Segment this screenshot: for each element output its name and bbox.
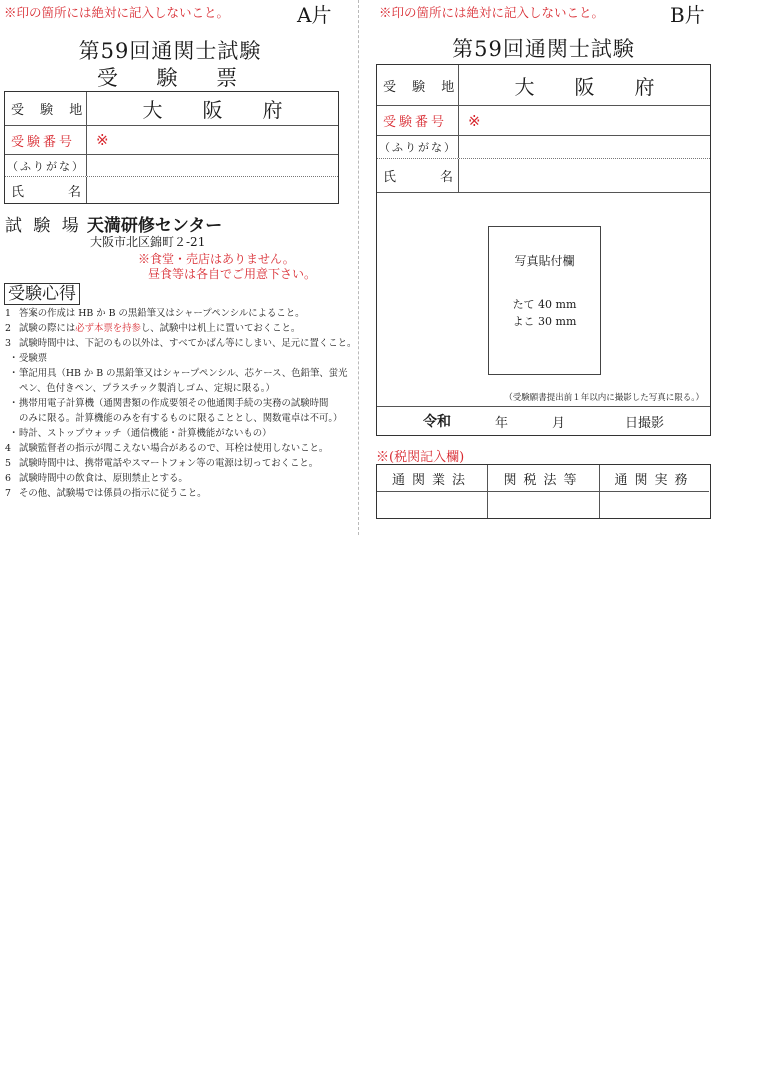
rule-subitem-cont: ペン、色付きペン、プラスチック製消しゴム、定規に限る。） [19,383,275,394]
photo-note: （受験願書提出前１年以内に撮影した写真に限る。） [504,393,704,403]
b-row-exam-number [377,106,710,136]
a-venue-label: 試 験 場 [5,216,82,236]
photo-width-spec: よこ 30 mm [512,315,577,328]
tax-col-customs-act: 関税法等 [488,465,600,492]
b-row-furigana [377,136,710,159]
a-exam-place-value: 大 阪 府 [142,98,283,122]
photo-height-spec: たて 40 mm [512,298,577,311]
a-row-exam-number [5,126,338,155]
tax-cell-2 [488,492,600,518]
tax-col-customs-broker-act: 通関業法 [377,465,488,492]
a-venue-note-2: 昼食等は各自でご用意下さい。 [148,267,317,281]
a-title: 第59回通関士試験 [78,39,262,63]
rule-item: 2 試験の際には必ず本票を持参し、試験中は机上に置いておくこと。 [5,323,301,334]
a-slip-label: A片 [297,3,332,27]
a-venue-name: 天満研修センター [86,216,223,236]
tax-cell-1 [377,492,488,518]
b-exam-number-label: 受験番号 [377,106,459,135]
b-notice: ※印の箇所には絶対に記入しないこと。 [379,5,605,20]
b-slip-label: B片 [670,3,705,27]
b-title: 第59回通関士試験 [452,37,635,61]
photo-title: 写真貼付欄 [514,254,575,268]
a-subtitle: 受 験 票 [96,66,254,90]
a-furigana-label: （ふりがな） [5,155,87,176]
photo-taken: 日撮影 [625,415,665,431]
b-furigana-label: （ふりがな） [377,136,459,158]
rule-subitem: ・筆記用具（HB か B の黒鉛筆又はシャープペンシル、芯ケース、色鉛筆、蛍光 [9,368,348,379]
b-row-photo-date [377,407,710,435]
tax-heading: ※(税関記入欄) [376,450,465,465]
a-form-table [4,91,339,204]
a-guide-heading: 受験心得 [4,283,80,305]
a-guide-heading-box [4,279,80,304]
slip-divider [358,0,359,535]
rule-emphasis: 必ず本票を持参 [75,323,141,334]
b-row-exam-place [377,65,710,106]
a-name-label: 氏 名 [5,177,87,203]
b-form-table [376,64,711,436]
rule-item: 4 試験監督者の指示が聞こえない場合があるので、耳栓は使用しないこと。 [5,443,329,454]
rule-item: 7 その他、試験場では係員の指示に従うこと。 [5,488,207,499]
b-row-name [377,159,710,193]
tax-col-customs-practice: 通関実務 [600,465,709,492]
rule-subitem: ・受験票 [9,353,48,364]
a-venue-address: 大阪市北区錦町２-21 [90,235,206,249]
b-name-label: 氏 名 [377,159,459,192]
photo-year: 年 [495,415,509,431]
photo-month: 月 [552,415,566,431]
tax-table [376,464,711,519]
rule-item: 3 試験時間中は、下記のもの以外は、すべてかばん等にしまい、足元に置くこと。 [5,338,357,349]
a-notice: ※印の箇所には絶対に記入しないこと。 [4,5,230,20]
a-rules-list [5,306,356,501]
tax-cell-3 [600,492,709,518]
a-exam-number-label: 受験番号 [5,126,87,154]
b-exam-place-value: 大 阪 府 [514,74,655,99]
rule-item: 6 試験時間中の飲食は、原則禁止とする。 [5,473,188,484]
photo-placeholder [488,226,601,375]
b-exam-number-mark: ※ [468,111,481,130]
photo-era: 令和 [423,414,451,430]
rule-subitem: ・携帯用電子計算機（通関書類の作成要領その他通関手続の実務の試験時間 [9,398,329,409]
rule-item: 5 試験時間中は、携帯電話やスマートフォン等の電源は切っておくこと。 [5,458,319,469]
b-photo-area [377,193,710,407]
a-row-name [5,177,338,203]
a-exam-place-label: 受 験 地 [5,92,87,125]
rule-item: 1 答案の作成は HB か B の黒鉛筆又はシャープペンシルによること。 [5,308,305,319]
a-venue-note-1: ※食堂・売店はありません。 [138,252,295,266]
a-exam-number-mark: ※ [96,131,109,149]
a-row-exam-place [5,92,338,126]
rule-subitem-cont: のみに限る。計算機能のみを有するものに限ることとし、関数電卓は不可。） [19,413,343,424]
rule-subitem: ・時計、ストップウォッチ（通信機能・計算機能がないもの） [9,428,272,439]
a-row-furigana [5,155,338,177]
b-exam-place-label: 受 験 地 [377,65,459,105]
